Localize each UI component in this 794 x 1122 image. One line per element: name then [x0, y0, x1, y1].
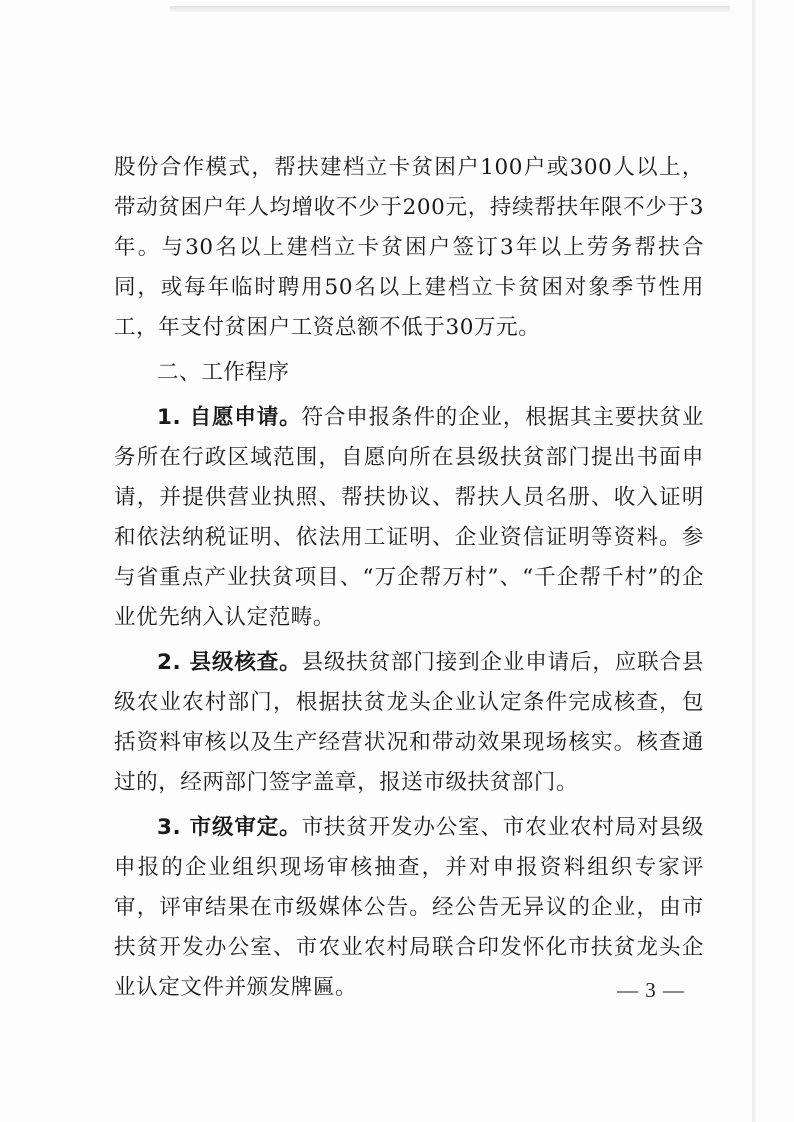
item-3-paragraph: [114, 808, 704, 1008]
section-heading: 二、工作程序: [157, 360, 290, 385]
document-body: [114, 148, 704, 1008]
item-2-paragraph: [114, 643, 704, 803]
item-1-paragraph: [114, 398, 704, 638]
item-1-body: 符合申报条件的企业，根据其主要扶贫业务所在行政区域范围，自愿向所在县级扶贫部门提出书面申请，并提供营业执照、帮扶协议、帮扶人员名册、收入证明和依法纳税证明、依法用工证明、企业资信证明等资料。参与省重点产业扶贫项目、“万企帮万村”、“千企帮千村”的企业优先纳入认定范畴。: [114, 405, 704, 630]
paragraph-continuation: 股份合作模式，帮扶建档立卡贫困户100户或300人以上，带动贫困户年人均增收不少于200元，持续帮扶年限不少于3年。与30名以上建档立卡贫困户签订3年以上劳务帮扶合同，或每年临时聘用50名以上建档立卡贫困对象季节性用工，年支付贫困户工资总额不低于30万元。: [114, 155, 704, 340]
item-3-body: 市扶贫开发办公室、市农业农村局对县级申报的企业组织现场审核抽查，并对申报资料组织专家评审，评审结果在市级媒体公告。经公告无异议的企业，由市扶贫开发办公室、市农业农村局联合印发怀化市扶贫龙头企业认定文件并颁发牌匾。: [114, 815, 704, 1000]
item-3-title: 3. 市级审定。: [157, 815, 302, 840]
item-2-body: 县级扶贫部门接到企业申请后，应联合县级农业农村部门，根据扶贫龙头企业认定条件完成核查，包括资料审核以及生产经营状况和带动效果现场核实。核查通过的，经两部门签字盖章，报送市级扶贫部门。: [114, 650, 704, 795]
item-2-title: 2. 县级核查。: [157, 650, 302, 675]
item-1-title: 1. 自愿申请。: [157, 405, 302, 430]
scan-artifact-top: [170, 6, 730, 12]
scan-artifact-right: [752, 0, 756, 1122]
page-number: — 3 —: [617, 978, 685, 1002]
